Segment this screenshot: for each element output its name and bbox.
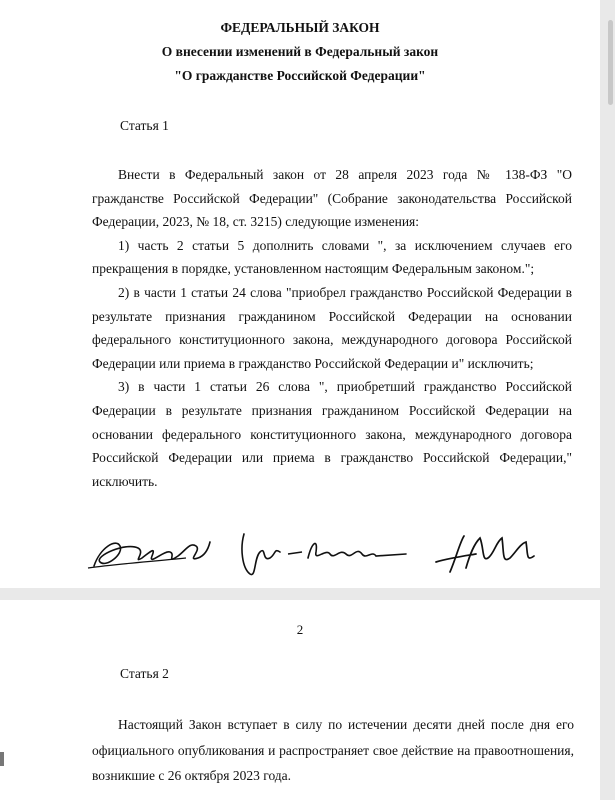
paragraph-item-2: 2) в части 1 статьи 24 слова "приобрел гражданство Российской Федерации в результате признания гражданином Российской Федерации на основании федерального конституционного закона, международного договора Российской Федерации или приема в гражданство Российской Федерации и" исключить; <box>92 284 572 371</box>
article-1-heading: Статья 1 <box>120 118 169 133</box>
paragraph-item-1: 1) часть 2 статьи 5 дополнить словами ", за исключением случаев его прекращения в порядке, установленном настоящим Федеральным законом."; <box>92 237 572 277</box>
article-2-body <box>92 712 574 789</box>
paragraph-intro: Внести в Федеральный закон от 28 апреля 2023 года № 138-ФЗ "О гражданстве Российской Федерации" (Собрание законодательства Российской Федерации, 2023, № 18, ст. 3215) следующие изменения: <box>92 167 572 230</box>
scrollbar[interactable] <box>608 20 613 105</box>
edge-mark <box>0 752 4 766</box>
law-subtitle-name: "О гражданстве Российской Федерации" <box>174 68 426 83</box>
law-subtitle: О внесении изменений в Федеральный закон <box>161 44 439 59</box>
signature-2 <box>236 528 411 580</box>
signature-3 <box>430 528 550 580</box>
page-number: 2 <box>296 622 304 637</box>
article-2-heading: Статья 2 <box>120 666 169 681</box>
law-title: ФЕДЕРАЛЬНЫЙ ЗАКОН <box>220 20 380 35</box>
article-1-body <box>92 163 572 493</box>
paragraph-effective-date: Настоящий Закон вступает в силу по истечении десяти дней после дня его официального опубликования и распространяет свое действие на правоотношения, возникшие с 26 октября 2023 года. <box>92 717 574 783</box>
document-page-2 <box>0 600 600 800</box>
paragraph-item-3: 3) в части 1 статьи 26 слова ", приобретший гражданство Российской Федерации в результате признания гражданином Российской Федерации на основании федерального конституционного закона, международного договора Российской Федерации или приема в гражданство Российской Федерации," исключить. <box>92 379 572 489</box>
signature-1 <box>86 528 216 578</box>
